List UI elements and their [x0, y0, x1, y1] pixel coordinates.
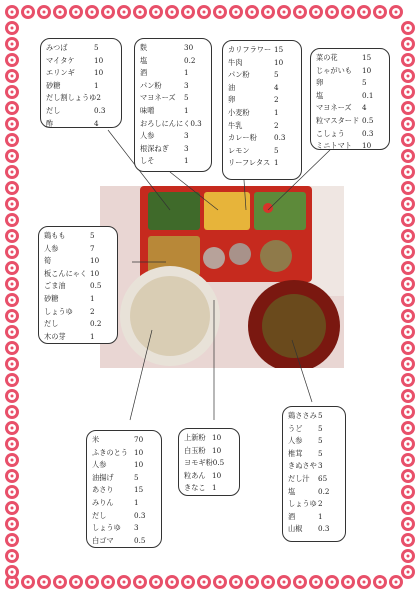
- ingredient-row: [92, 497, 156, 510]
- ingredient-name: しょうゆ: [288, 499, 317, 509]
- ingredient-row: [46, 55, 116, 68]
- ingredient-name: 塩: [316, 90, 324, 100]
- ingredient-row: [288, 423, 340, 436]
- ingredient-amount: 10: [94, 55, 104, 65]
- ingredient-row: [44, 293, 112, 306]
- ingredient-name: 砂糖: [44, 293, 59, 303]
- ingredient-amount: 65: [318, 473, 328, 483]
- ingredient-name: 人参: [92, 460, 107, 470]
- ingredient-amount: 0.5: [212, 458, 225, 468]
- ingredient-name: 塩: [288, 486, 296, 496]
- ingredient-amount: 1: [274, 158, 279, 168]
- ingredient-name: 上新粉: [184, 433, 206, 442]
- ingredient-amount: 0.3: [134, 510, 146, 520]
- ingredient-amount: 15: [362, 53, 372, 62]
- ingredient-row: [92, 484, 156, 497]
- ingredient-amount: 5: [362, 78, 367, 88]
- ingredient-row: [140, 155, 206, 168]
- ingredient-row: [184, 482, 234, 495]
- ingredient-row: [228, 44, 296, 57]
- ingredient-name: みりん: [92, 497, 114, 507]
- ingredient-amount: 5: [318, 423, 323, 433]
- ingredient-box: [38, 226, 118, 344]
- ingredient-name: だし: [92, 510, 107, 520]
- ingredient-amount: 0.3: [274, 133, 286, 143]
- ingredient-name: レモン: [228, 145, 250, 155]
- ingredient-name: カリフラワー: [228, 45, 272, 54]
- ingredient-row: [46, 67, 116, 80]
- ingredient-box: [222, 40, 302, 180]
- ingredient-row: [140, 105, 206, 118]
- ingredient-name: パン粉: [228, 70, 250, 80]
- ingredient-name: ヨモギ粉: [184, 458, 213, 468]
- ingredient-amount: 10: [212, 470, 222, 480]
- ingredient-amount: 2: [90, 306, 95, 316]
- ingredient-row: [288, 523, 340, 536]
- ingredient-box: [310, 48, 390, 150]
- ingredient-row: [46, 92, 116, 105]
- ingredient-name: 白玉粉: [184, 445, 206, 455]
- ingredient-name: マイタケ: [46, 55, 75, 65]
- ingredient-amount: 15: [274, 45, 284, 54]
- ingredient-row: [316, 65, 384, 78]
- ingredient-name: カレー粉: [228, 133, 257, 143]
- ingredient-amount: 0.2: [90, 319, 102, 329]
- ingredient-name: 人参: [288, 436, 303, 446]
- ingredient-row: [288, 498, 340, 511]
- ingredient-amount: 10: [134, 447, 144, 457]
- ingredient-name: うど: [288, 423, 303, 433]
- ingredient-amount: 2: [96, 93, 101, 103]
- ingredient-name: 味噌: [140, 105, 155, 115]
- ingredient-amount: 10: [362, 65, 372, 75]
- ingredient-amount: 7: [90, 243, 95, 253]
- ingredient-row: [44, 268, 112, 281]
- ingredient-row: [228, 145, 296, 158]
- ingredient-box: [86, 430, 162, 548]
- ingredient-name: だし割しょうゆ: [46, 93, 97, 103]
- ingredient-name: 菜の花: [316, 53, 338, 62]
- ingredient-amount: 5: [318, 411, 323, 420]
- ingredient-name: 人参: [140, 131, 155, 141]
- ingredient-row: [316, 115, 384, 128]
- ingredient-amount: 0.3: [190, 118, 202, 128]
- ingredient-name: 木の芽: [44, 331, 66, 341]
- ingredient-row: [228, 94, 296, 107]
- ingredient-row: [92, 522, 156, 535]
- ingredient-row: [44, 318, 112, 331]
- ingredient-row: [228, 120, 296, 133]
- ingredient-name: おろしにんにく: [140, 118, 191, 128]
- ingredient-name: じゃがいも: [316, 65, 352, 75]
- ingredient-amount: 3: [184, 80, 189, 90]
- ingredient-box: [282, 406, 346, 542]
- ingredient-name: こしょう: [316, 128, 345, 138]
- ingredient-row: [46, 118, 116, 131]
- ingredient-amount: 10: [94, 68, 104, 78]
- ingredient-row: [228, 107, 296, 120]
- ingredient-row: [46, 105, 116, 118]
- ingredient-name: しょうゆ: [44, 306, 73, 316]
- ingredient-name: パン粉: [140, 80, 162, 90]
- ingredient-row: [288, 473, 340, 486]
- ingredient-row: [92, 459, 156, 472]
- ingredient-amount: 5: [318, 436, 323, 446]
- ingredient-amount: 4: [274, 82, 279, 92]
- ingredient-amount: 10: [90, 256, 100, 266]
- ingredient-name: マヨネーズ: [316, 103, 352, 113]
- ingredient-name: だし: [44, 319, 59, 329]
- ingredient-row: [288, 448, 340, 461]
- ingredient-amount: 0.3: [362, 128, 374, 138]
- ingredient-amount: 5: [90, 231, 95, 240]
- ingredient-row: [140, 118, 206, 131]
- ingredient-name: 山椒: [288, 524, 303, 534]
- ingredient-row: [228, 69, 296, 82]
- ingredient-name: だし: [46, 105, 61, 115]
- ingredient-row: [184, 445, 234, 458]
- ingredient-amount: 1: [94, 80, 99, 90]
- ingredient-amount: 5: [274, 145, 279, 155]
- ingredient-row: [46, 42, 116, 55]
- ingredient-row: [316, 128, 384, 141]
- ingredient-name: 卵: [316, 78, 324, 88]
- ingredient-box: [40, 38, 122, 128]
- ingredient-amount: 5: [318, 448, 323, 458]
- ingredient-amount: 30: [184, 43, 194, 52]
- ingredient-name: 根深ねぎ: [140, 143, 169, 153]
- ingredient-row: [228, 157, 296, 170]
- ingredient-name: 粒マスタード: [316, 115, 360, 125]
- ingredient-name: ミニトマト: [316, 141, 352, 151]
- ingredient-amount: 0.1: [362, 90, 374, 100]
- ingredient-amount: 1: [274, 107, 279, 117]
- ingredient-amount: 5: [184, 93, 189, 103]
- ingredient-row: [184, 470, 234, 483]
- ingredient-row: [140, 55, 206, 68]
- ingredient-row: [288, 435, 340, 448]
- ingredient-row: [44, 243, 112, 256]
- ingredient-amount: 10: [90, 268, 100, 278]
- ingredient-name: 酢: [46, 118, 54, 128]
- ingredient-amount: 3: [184, 143, 189, 153]
- ingredient-amount: 70: [134, 435, 144, 444]
- ingredient-row: [140, 130, 206, 143]
- ingredient-amount: 0.5: [90, 281, 102, 291]
- ingredient-amount: 0.2: [184, 55, 196, 65]
- ingredient-row: [44, 331, 112, 344]
- ingredient-amount: 0.5: [134, 535, 146, 545]
- ingredient-name: しょうゆ: [92, 523, 121, 533]
- ingredient-row: [184, 432, 234, 445]
- ingredient-name: 筍: [44, 256, 52, 266]
- ingredient-row: [316, 90, 384, 103]
- ingredient-name: 麩: [140, 43, 148, 52]
- ingredient-name: しそ: [140, 156, 155, 166]
- ingredient-row: [92, 535, 156, 548]
- ingredient-amount: 10: [134, 460, 144, 470]
- ingredient-row: [44, 255, 112, 268]
- ingredient-name: 牛肉: [228, 57, 243, 67]
- ingredient-amount: 1: [90, 293, 95, 303]
- ingredient-amount: 0.3: [318, 524, 330, 534]
- ingredient-amount: 1: [184, 105, 189, 115]
- ingredient-name: 白ゴマ: [92, 535, 114, 545]
- ingredient-amount: 1: [212, 483, 217, 493]
- ingredient-row: [92, 447, 156, 460]
- ingredient-row: [44, 306, 112, 319]
- ingredient-amount: 0.2: [318, 486, 330, 496]
- ingredient-name: 椎茸: [288, 448, 303, 458]
- ingredient-amount: 1: [184, 156, 189, 166]
- ingredient-row: [316, 102, 384, 115]
- ingredient-name: 人参: [44, 243, 59, 253]
- ingredient-amount: 2: [274, 95, 279, 105]
- ingredient-amount: 2: [318, 499, 323, 509]
- ingredient-amount: 0.3: [94, 105, 106, 115]
- ingredient-row: [140, 92, 206, 105]
- ingredient-name: 米: [92, 435, 100, 444]
- ingredient-name: エリンギ: [46, 68, 75, 78]
- ingredient-name: みつば: [46, 43, 68, 52]
- ingredient-name: 酒: [140, 68, 148, 78]
- ingredient-row: [184, 457, 234, 470]
- ingredient-name: きなこ: [184, 483, 206, 493]
- ingredient-amount: 10: [212, 445, 222, 455]
- ingredient-amount: 15: [134, 485, 144, 495]
- ingredient-name: マヨネーズ: [140, 93, 176, 103]
- ingredient-amount: 1: [318, 511, 323, 521]
- ingredient-box: [134, 38, 212, 172]
- ingredient-amount: 10: [212, 433, 222, 442]
- ingredient-row: [140, 143, 206, 156]
- ingredient-row: [316, 77, 384, 90]
- ingredient-name: 酒: [288, 511, 296, 521]
- ingredient-amount: 5: [134, 472, 139, 482]
- ingredient-amount: 5: [274, 70, 279, 80]
- ingredient-name: きぬさや: [288, 461, 317, 471]
- ingredient-name: 砂糖: [46, 80, 61, 90]
- ingredient-amount: 10: [362, 141, 372, 151]
- ingredient-row: [46, 80, 116, 93]
- ingredient-row: [316, 140, 384, 153]
- ingredient-amount: 3: [134, 523, 139, 533]
- ingredient-amount: 5: [94, 43, 99, 52]
- ingredient-name: 小麦粉: [228, 107, 250, 117]
- ingredient-name: ごま油: [44, 281, 66, 291]
- ingredient-name: だし汁: [288, 473, 310, 483]
- ingredient-name: 油: [228, 82, 236, 92]
- ingredient-name: 塩: [140, 55, 148, 65]
- ingredient-row: [228, 132, 296, 145]
- ingredient-row: [92, 510, 156, 523]
- ingredient-name: リーフレタス: [228, 158, 271, 168]
- ingredient-amount: 1: [134, 497, 139, 507]
- ingredient-row: [92, 434, 156, 447]
- ingredient-amount: 4: [94, 118, 99, 128]
- ingredient-name: 鶏ささみ: [288, 411, 317, 420]
- ingredient-row: [140, 67, 206, 80]
- ingredient-amount: 4: [362, 103, 367, 113]
- ingredient-row: [288, 410, 340, 423]
- ingredient-row: [92, 472, 156, 485]
- ingredient-box: [178, 428, 240, 496]
- ingredient-name: 油揚げ: [92, 472, 114, 482]
- ingredient-row: [228, 57, 296, 70]
- ingredient-name: 卵: [228, 95, 236, 105]
- ingredient-name: ふきのとう: [92, 447, 128, 457]
- ingredient-amount: 0.5: [362, 115, 374, 125]
- ingredient-row: [44, 230, 112, 243]
- ingredient-row: [288, 460, 340, 473]
- ingredient-name: あさり: [92, 485, 114, 495]
- ingredient-name: 鶏もも: [44, 231, 66, 240]
- ingredient-row: [288, 486, 340, 499]
- ingredient-amount: 1: [184, 68, 189, 78]
- ingredient-name: 粒あん: [184, 470, 206, 480]
- ingredient-amount: 1: [90, 331, 95, 341]
- ingredient-amount: 3: [184, 131, 189, 141]
- ingredient-row: [140, 42, 206, 55]
- ingredient-name: 板こんにゃく: [44, 268, 87, 278]
- ingredient-amount: 10: [274, 57, 284, 67]
- ingredient-name: 牛乳: [228, 120, 243, 130]
- ingredient-amount: 3: [318, 461, 323, 471]
- ingredient-row: [316, 52, 384, 65]
- ingredient-row: [44, 280, 112, 293]
- ingredient-amount: 2: [274, 120, 279, 130]
- ingredient-row: [288, 511, 340, 524]
- ingredient-row: [228, 82, 296, 95]
- ingredient-row: [140, 80, 206, 93]
